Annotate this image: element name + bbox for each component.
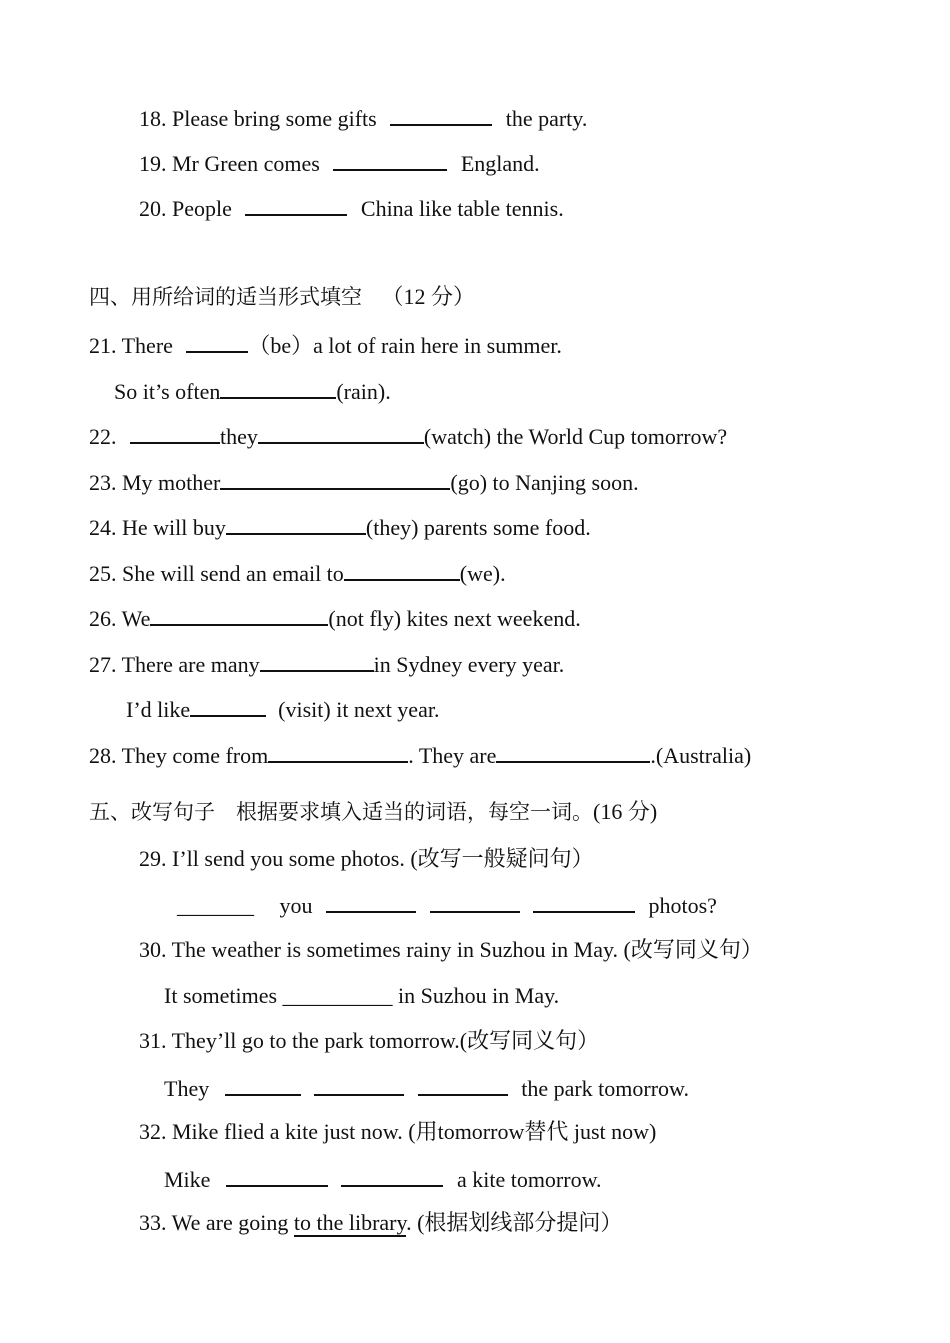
question-text: People [172, 196, 232, 221]
question-number: 25. [89, 561, 117, 586]
question-number: 19. [139, 151, 167, 176]
answer-blank[interactable] [496, 739, 650, 763]
question-number: 28. [89, 743, 117, 768]
question-31 [139, 1026, 599, 1056]
question-text: photos? [648, 893, 717, 918]
question-number: 30. [139, 937, 167, 962]
answer-blank[interactable] [314, 1072, 404, 1096]
question-text: Mr Green comes [172, 151, 320, 176]
question-number: 20. [139, 196, 167, 221]
question-text: It sometimes [164, 983, 278, 1008]
section-title: 四、用所给词的适当形式填空 [89, 285, 362, 309]
question-text: in Sydney every year. [373, 652, 565, 677]
question-number: 27. [89, 652, 117, 677]
question-number: 26. [89, 606, 117, 631]
answer-blank[interactable] [341, 1163, 443, 1187]
question-text: They [164, 1076, 210, 1101]
question-text: (visit) it next year. [278, 697, 440, 722]
answer-blank[interactable] [430, 889, 520, 913]
answer-blank[interactable] [258, 420, 424, 444]
question-28 [89, 739, 751, 771]
question-number: 18. [139, 106, 167, 131]
question-number: 33. [139, 1210, 167, 1235]
question-text: .(Australia) [650, 743, 752, 768]
question-text: Mike flied a kite just now. (用tomorrow替代 just now) [172, 1119, 657, 1144]
question-26 [89, 602, 581, 634]
question-number: 23. [89, 470, 117, 495]
answer-blank[interactable] [226, 1163, 328, 1187]
underlined-phrase: to the library [293, 1210, 407, 1235]
answer-blank[interactable]: _______ [177, 893, 254, 918]
question-text: She will send an email to [122, 561, 344, 586]
question-number: 32. [139, 1119, 167, 1144]
question-27 [89, 648, 564, 680]
question-27-line2 [126, 693, 439, 725]
question-text: (not fly) kites next weekend. [328, 606, 581, 631]
section-4-heading [89, 282, 475, 312]
question-number: 22. [89, 424, 117, 449]
question-text: Mike [164, 1167, 211, 1192]
question-25 [89, 557, 506, 589]
question-text: (watch) the World Cup tomorrow? [423, 424, 728, 449]
question-text: I’d like [126, 697, 191, 722]
question-text: China like table tennis. [360, 196, 564, 221]
answer-blank[interactable] [220, 375, 336, 399]
question-text: the party. [505, 106, 588, 131]
answer-blank[interactable] [130, 420, 220, 444]
question-text: they [220, 424, 258, 449]
answer-blank[interactable] [390, 102, 492, 126]
question-21-line2 [114, 375, 391, 407]
answer-blank[interactable] [333, 147, 447, 171]
question-30-answer [164, 981, 559, 1011]
answer-blank[interactable] [220, 466, 450, 490]
question-text: （be）a lot of rain here in summer. [248, 333, 562, 358]
section-5-heading [89, 797, 657, 827]
question-number: 24. [89, 515, 117, 540]
question-text: They’ll go to the park tomorrow.(改写同义句） [171, 1028, 600, 1053]
question-text: So it’s often [114, 379, 221, 404]
question-23 [89, 466, 639, 498]
question-18 [139, 102, 587, 134]
answer-blank[interactable] [226, 511, 366, 535]
question-32 [139, 1117, 656, 1147]
question-text: We [121, 606, 151, 631]
question-text: There [121, 333, 173, 358]
question-number: 29. [139, 846, 167, 871]
question-text: He will buy [122, 515, 226, 540]
question-29 [139, 844, 594, 874]
question-30 [139, 935, 763, 965]
question-text: the park tomorrow. [521, 1076, 690, 1101]
question-number: 21. [89, 333, 117, 358]
section-score: （12 分） [381, 284, 476, 309]
question-text: (we). [459, 561, 506, 586]
answer-blank[interactable] [268, 739, 408, 763]
answer-blank[interactable] [260, 648, 374, 672]
answer-blank[interactable] [326, 889, 416, 913]
question-text: My mother [122, 470, 221, 495]
answer-blank[interactable] [190, 693, 266, 717]
question-text: (go) to Nanjing soon. [450, 470, 639, 495]
question-19 [139, 147, 540, 179]
question-text: We are going [171, 1210, 289, 1235]
question-number: 31. [139, 1028, 167, 1053]
question-text: Please bring some gifts [172, 106, 377, 131]
section-title: 五、改写句子 根据要求填入适当的词语，每空一词。 [89, 800, 593, 824]
section-score: (16 分) [593, 799, 658, 824]
question-text: England. [460, 151, 540, 176]
question-text: There are many [121, 652, 260, 677]
question-22 [89, 420, 727, 452]
question-20 [139, 192, 564, 224]
answer-blank[interactable] [245, 192, 347, 216]
question-text: . (根据划线部分提问） [406, 1210, 623, 1235]
question-33 [139, 1208, 622, 1238]
answer-blank[interactable] [186, 329, 248, 353]
question-text: They come from [121, 743, 269, 768]
question-text: (rain). [336, 379, 391, 404]
answer-blank[interactable]: __________ [282, 983, 393, 1008]
question-text: you [279, 893, 313, 918]
question-text: I’ll send you some photos. (改写一般疑问句） [172, 846, 594, 871]
question-text: The weather is sometimes rainy in Suzhou in May. (改写同义句） [171, 937, 763, 962]
answer-blank[interactable] [225, 1072, 301, 1096]
question-text: (they) parents some food. [365, 515, 591, 540]
question-32-answer [164, 1163, 602, 1195]
question-24 [89, 511, 591, 543]
question-29-answer [177, 889, 717, 921]
answer-blank[interactable] [418, 1072, 508, 1096]
question-text: a kite tomorrow. [456, 1167, 602, 1192]
answer-blank[interactable] [344, 557, 460, 581]
answer-blank[interactable] [150, 602, 328, 626]
question-21 [89, 329, 562, 361]
question-31-answer [164, 1072, 689, 1104]
answer-blank[interactable] [533, 889, 635, 913]
question-text: . They are [408, 743, 497, 768]
question-text: in Suzhou in May. [398, 983, 560, 1008]
